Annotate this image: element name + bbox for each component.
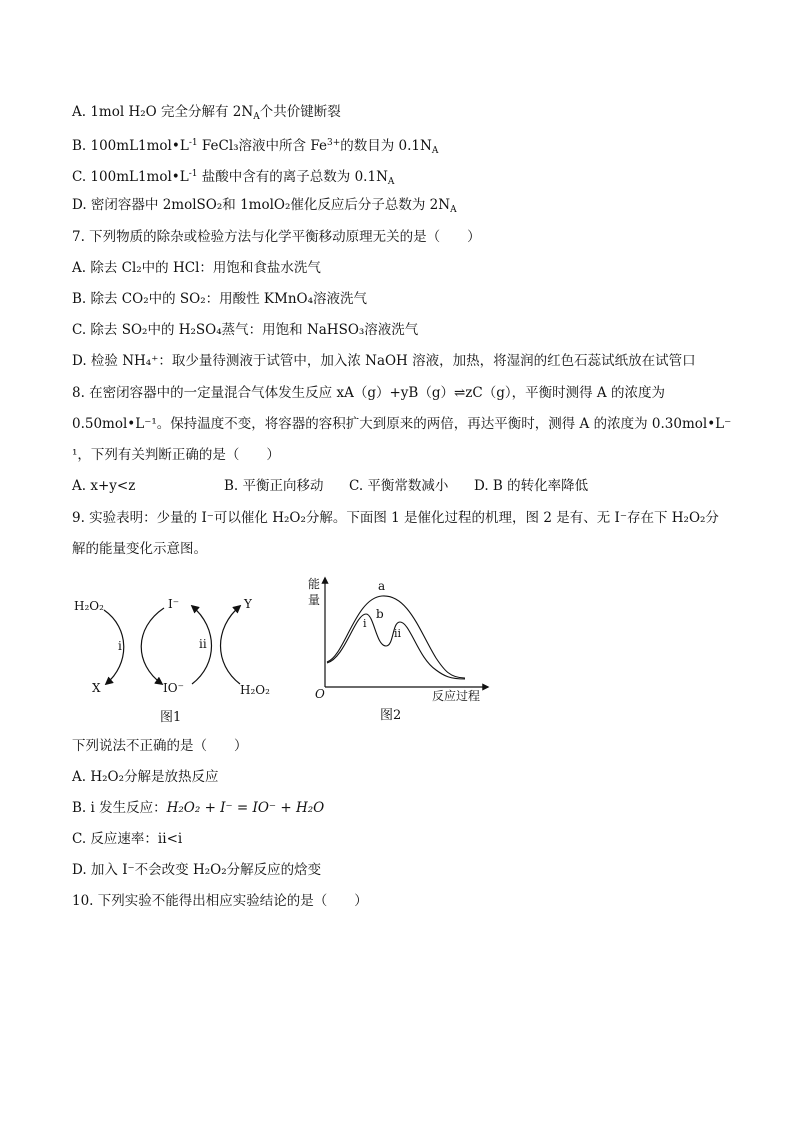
q8-option-a: A. x+y<z <box>72 478 136 494</box>
fig1-step-ii: ii <box>199 637 207 651</box>
fig1-step-i: i <box>118 639 122 653</box>
fig2-origin: O <box>315 687 325 701</box>
q7-stem: 7. 下列物质的除杂或检验方法与化学平衡移动原理无关的是（ ） <box>72 229 481 245</box>
q7-option-a: A. 除去 Cl₂中的 HCl：用饱和食盐水洗气 <box>72 260 321 276</box>
fig2-x-label: 反应过程 <box>432 689 481 703</box>
q8-option-c: C. 平衡常数减小 <box>349 478 449 494</box>
fig1-i-minus: I⁻ <box>168 597 180 611</box>
q9-option-a: A. H₂O₂分解是放热反应 <box>72 769 219 785</box>
figure-2-energy-profile <box>300 572 500 727</box>
fig2-caption: 图2 <box>380 708 402 723</box>
q9-option-b: B. i 发生反应：H₂O₂ + I⁻ = IO⁻ + H₂O <box>72 800 325 816</box>
q7-option-c: C. 除去 SO₂中的 H₂SO₄蒸气：用饱和 NaHSO₃溶液洗气 <box>72 322 419 338</box>
q8-options <box>72 477 588 495</box>
fig2-curve-b-label: b <box>376 607 384 621</box>
fig2-peak-i-label: i <box>363 617 367 630</box>
q8-stem-line2: 0.50mol•L⁻¹。保持温度不变，将容器的容积扩大到原来的两倍，再达平衡时，测得 A 的浓度为 0.30mol•L⁻ <box>72 416 732 432</box>
q8-stem-line1: 8. 在密闭容器中的一定量混合气体发生反应 xA（g）+yB（g）⇌zC（g），平衡时测得 A 的浓度为 <box>72 385 665 401</box>
q6-option-a: A. 1mol H₂O 完全分解有 $2N_A$个共价键断裂 <box>72 104 341 122</box>
fig1-h2o2-bottom: H₂O₂ <box>240 683 270 697</box>
q7-option-d: D. 检验 NH₄⁺：取少量待测液于试管中，加入浓 NaOH 溶液，加热，将湿润的红色石蕊试纸放在试管口 <box>72 353 696 369</box>
fig1-x: X <box>92 681 101 695</box>
fig2-peak-ii-label: ii <box>394 627 402 640</box>
q9-option-c: C. 反应速率：ii<i <box>72 831 183 847</box>
arc-h2o2-to-y <box>221 606 241 684</box>
fig2-y-label-1: 能 <box>308 577 321 591</box>
fig2-y-label-2: 量 <box>308 593 321 607</box>
q8-stem-line3: ¹，下列有关判断正确的是（ ） <box>72 447 280 463</box>
q9-stem2: 下列说法不正确的是（ ） <box>72 738 248 754</box>
arc-iminus-to-iominus <box>141 608 164 684</box>
q7-option-b: B. 除去 CO₂中的 SO₂：用酸性 KMnO₄溶液洗气 <box>72 291 367 307</box>
fig2-curve-a-label: a <box>378 579 386 593</box>
fig1-y: Y <box>244 597 252 611</box>
q8-option-d: D. B 的转化率降低 <box>474 478 589 494</box>
q9-stem-line1: 9. 实验表明：少量的 I⁻可以催化 H₂O₂分解。下面图 1 是催化过程的机理，图 2 是有、无 I⁻存在下 H₂O₂分 <box>72 510 719 526</box>
q6-option-b: B. $100mL1mol•L^{-1}$ FeCl₃溶液中所含 $Fe^{3+}$的数目为 $0.1N_A$ <box>72 138 439 156</box>
q6-option-d: D. 密闭容器中 2molSO₂和 1molO₂催化反应后分子总数为 $2N_A$ <box>72 197 457 215</box>
q9-option-b-equation: H₂O₂ + I⁻ = IO⁻ + H₂O <box>166 800 325 816</box>
q8-option-b: B. 平衡正向移动 <box>224 478 324 494</box>
fig1-h2o2-top: H₂O₂ <box>74 599 104 613</box>
figure-1-mechanism <box>68 588 288 728</box>
q9-stem-line2: 解的能量变化示意图。 <box>72 541 207 557</box>
q10-stem: 10. 下列实验不能得出相应实验结论的是（ ） <box>72 893 368 909</box>
fig1-io-minus: IO⁻ <box>163 681 184 695</box>
q9-option-d: D. 加入 I⁻不会改变 H₂O₂分解反应的焓变 <box>72 862 322 878</box>
q6-option-c: C. $100mL1mol•L^{-1}$ 盐酸中含有的离子总数为 $0.1N_A$ <box>72 169 395 187</box>
fig1-caption: 图1 <box>160 710 182 725</box>
